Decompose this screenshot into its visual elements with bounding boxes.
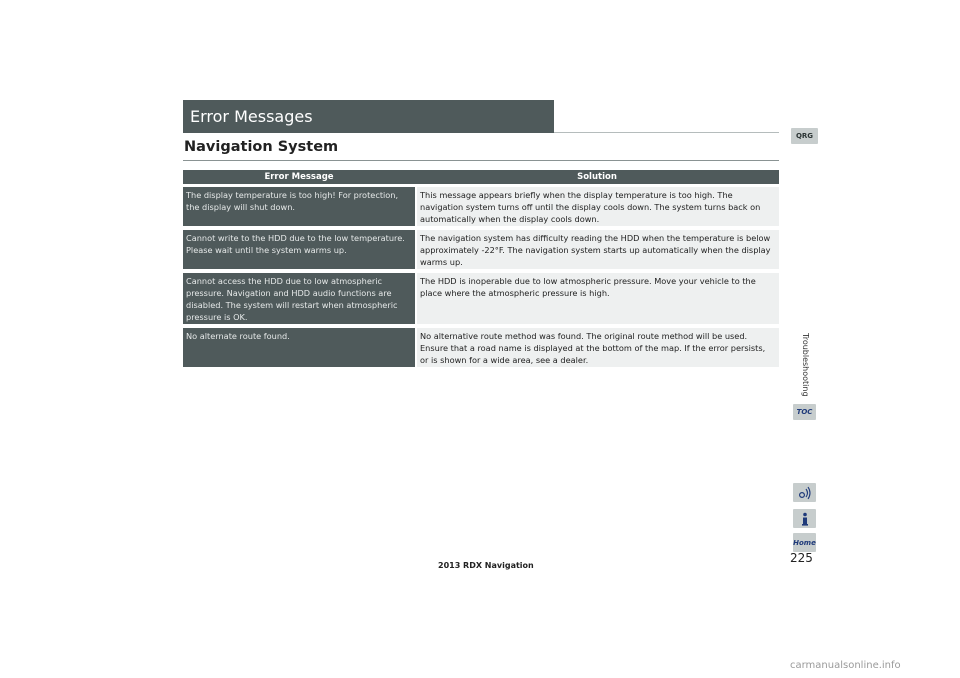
toc-tab[interactable]: TOC (793, 404, 816, 420)
page-number: 225 (790, 551, 813, 565)
section-title: Navigation System (184, 139, 339, 155)
home-label: Home (793, 538, 816, 547)
watermark: carmanualsonline.info (790, 660, 901, 671)
table-row (183, 328, 779, 367)
info-icon[interactable] (793, 509, 816, 528)
header-error-message: Error Message (264, 172, 334, 182)
banner-title: Error Messages (183, 100, 554, 133)
solution-cell: The navigation system has difficulty reading the HDD when the temperature is below approximately -22°F. The navigation system starts up automatically when the display warms up. (417, 230, 779, 269)
header-solution: Solution (577, 172, 617, 182)
error-message-table (183, 170, 779, 367)
table-header (183, 170, 779, 184)
error-message-cell: Cannot access the HDD due to low atmospheric pressure. Navigation and HDD audio functions are disabled. The system will restart when atmospheric pressure is OK. (183, 273, 415, 324)
error-message-cell: Cannot write to the HDD due to the low temperature. Please wait until the system warms up. (183, 230, 415, 269)
solution-cell: The HDD is inoperable due to low atmospheric pressure. Move your vehicle to the place where the atmospheric pressure is high. (417, 273, 779, 324)
section-side-label: Troubleshooting (801, 333, 810, 397)
table-row (183, 273, 779, 324)
qrg-tab[interactable]: QRG (791, 128, 818, 144)
solution-cell: This message appears briefly when the display temperature is too high. The navigation system turns off until the display cools down. The system turns back on automatically when the display cools down. (417, 187, 779, 226)
error-message-cell: No alternate route found. (183, 328, 415, 367)
table-row (183, 230, 779, 269)
solution-cell: No alternative route method was found. The original route method will be used. Ensure that a road name is displayed at the bottom of the map. If the error persists, or is shown for a wide area, see a dealer. (417, 328, 779, 367)
top-rule (554, 132, 779, 133)
voice-command-icon[interactable] (793, 483, 816, 502)
section-rule (183, 160, 779, 161)
error-message-cell: The display temperature is too high! For protection, the display will shut down. (183, 187, 415, 226)
doc-title: 2013 RDX Navigation (438, 561, 534, 570)
table-row (183, 187, 779, 226)
home-icon[interactable] (793, 533, 816, 552)
